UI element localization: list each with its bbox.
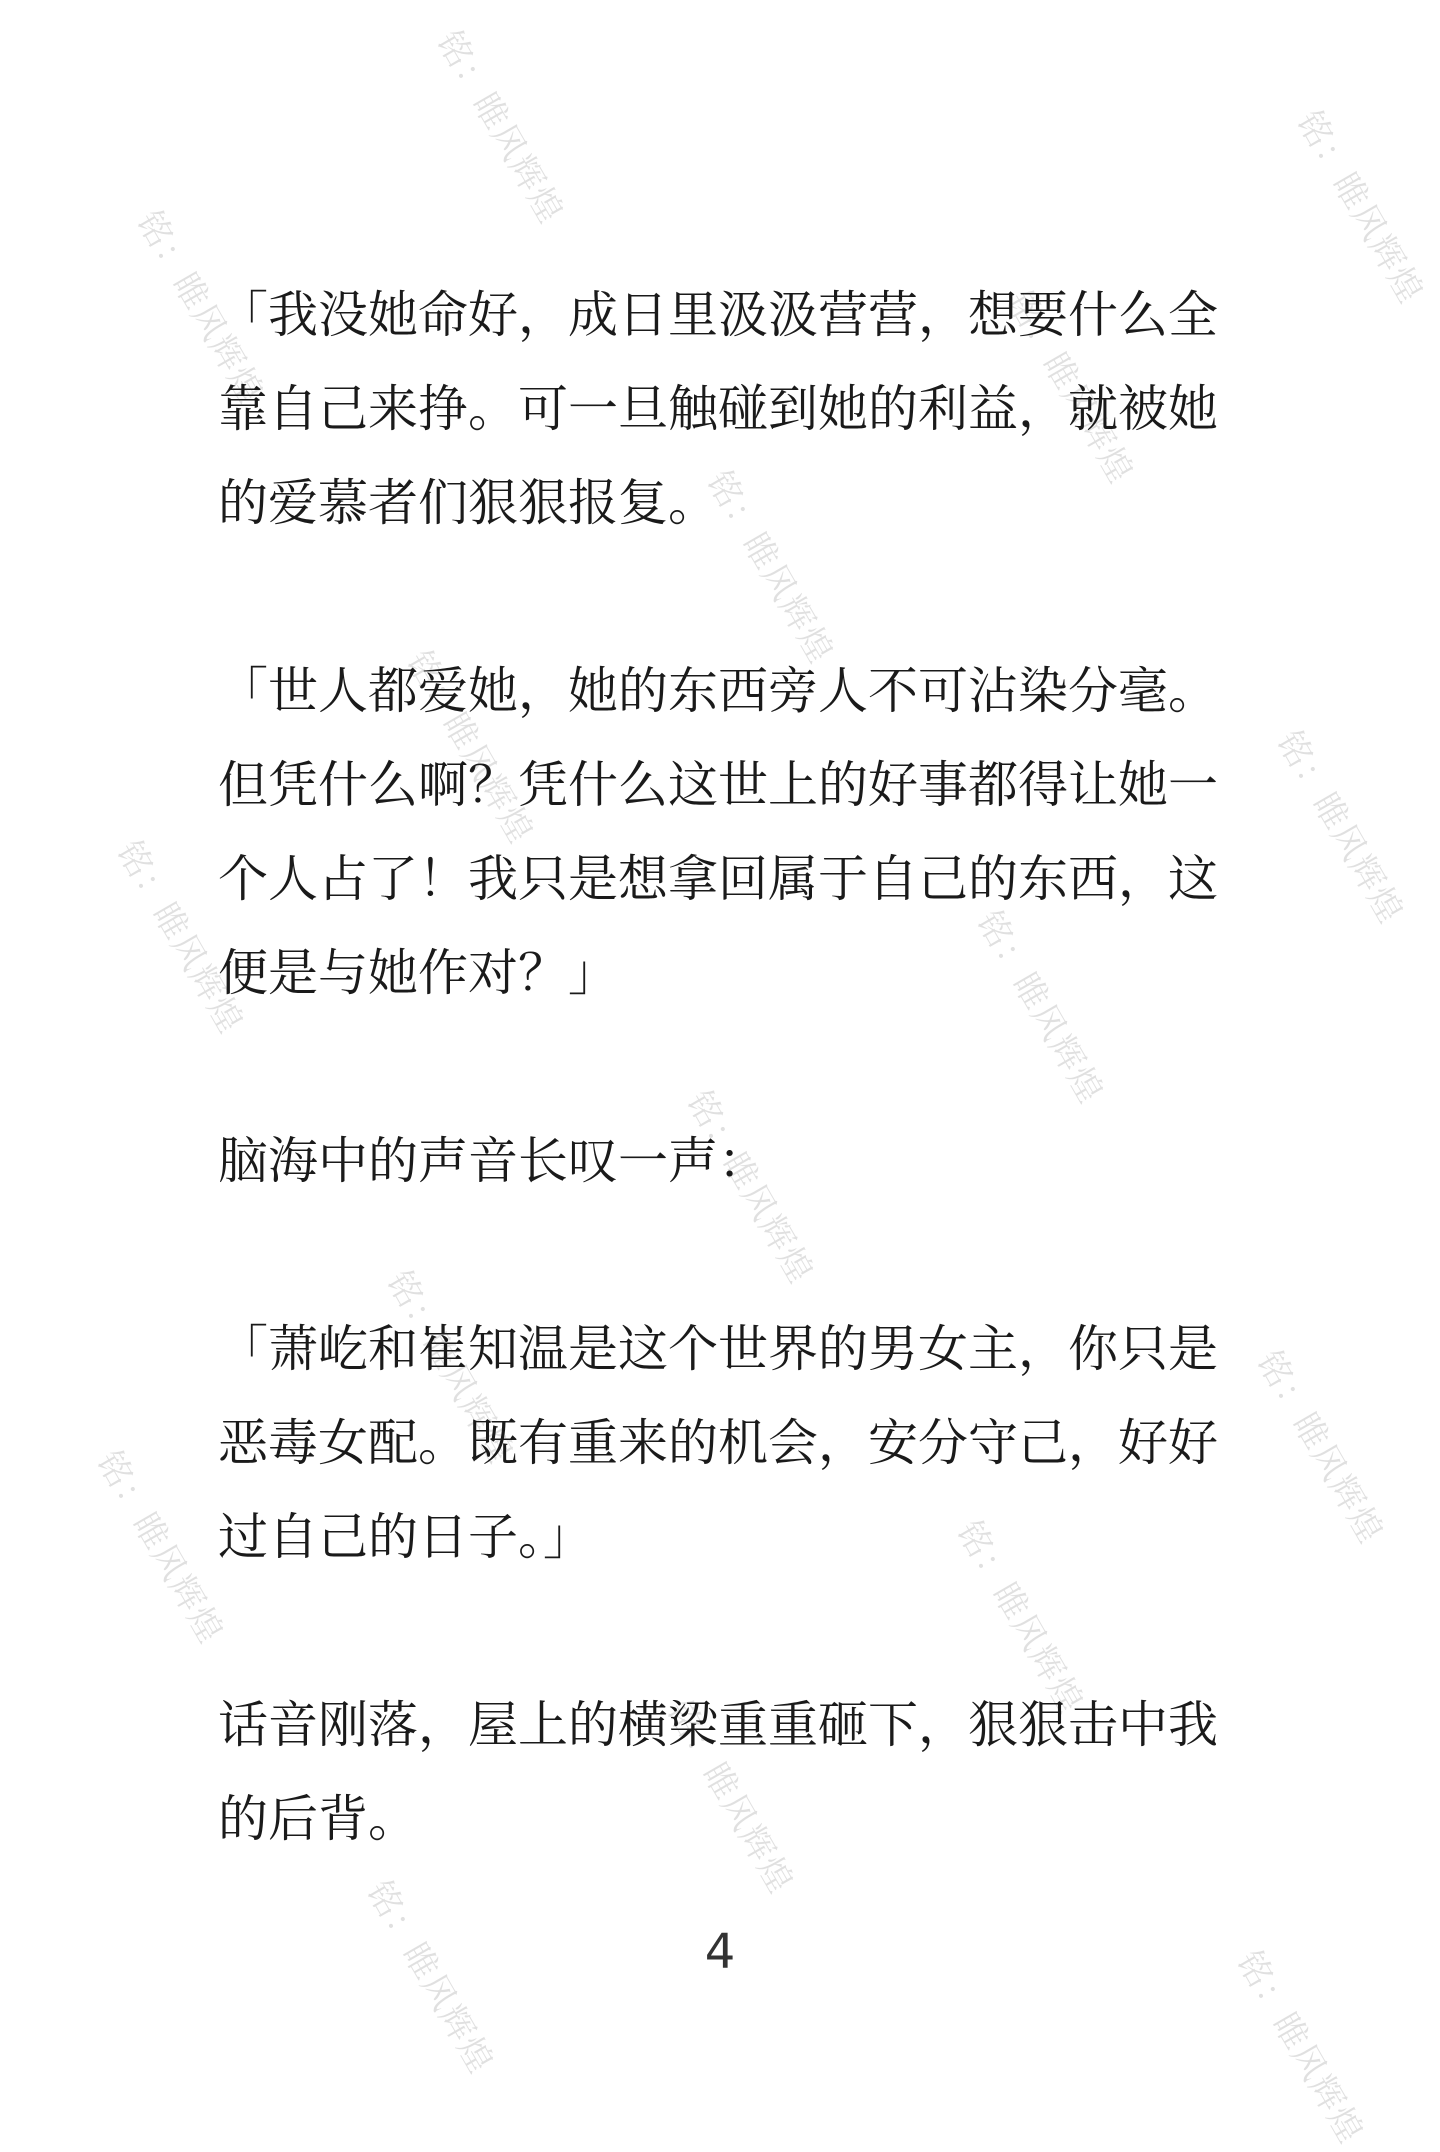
watermark: 铭：睢风辉煌 <box>658 1694 802 1902</box>
paragraph: 「萧屹和崔知温是这个世界的男女主，你只是恶毒女配。既有重来的机会，安分守己，好好过自己的日子。」 <box>218 1320 1218 1566</box>
paragraph: 脑海中的声音长叹一声： <box>218 1132 768 1190</box>
watermark: 铭：睢风辉煌 <box>108 834 252 1042</box>
paragraph: 「世人都爱她，她的东西旁人不可沾染分毫。但凭什么啊？凭什么这世上的好事都得让她一个人占了！我只是想拿回属于自己的东西，这便是与她作对？」 <box>218 662 1218 1002</box>
paragraph-gap <box>218 1584 1228 1678</box>
watermark: 铭：睢风辉煌 <box>1268 724 1412 932</box>
watermark: 铭：睢风辉煌 <box>378 1264 522 1472</box>
paragraph-gap <box>218 550 1228 644</box>
paragraph-gap <box>218 1020 1228 1114</box>
article-body <box>218 268 1228 1866</box>
watermark: 铭：睢风辉煌 <box>998 284 1142 492</box>
watermark: 铭：睢风辉煌 <box>428 24 572 232</box>
watermark: 铭：睢风辉煌 <box>698 464 842 672</box>
paragraph: 话音刚落，屋上的横梁重重砸下，狠狠击中我的后背。 <box>218 1696 1218 1848</box>
page-number: 4 <box>704 1924 736 1980</box>
watermark: 铭：睢风辉煌 <box>1248 1344 1392 1552</box>
watermark: 铭：睢风辉煌 <box>1228 1944 1372 2152</box>
paragraph-gap <box>218 1208 1228 1302</box>
watermark: 铭：睢风辉煌 <box>1288 104 1432 312</box>
watermark: 铭：睢风辉煌 <box>948 1514 1092 1722</box>
watermark: 铭：睢风辉煌 <box>968 904 1112 1112</box>
watermark: 铭：睢风辉煌 <box>128 204 272 412</box>
watermark: 铭：睢风辉煌 <box>88 1444 232 1652</box>
watermark: 铭：睢风辉煌 <box>358 1874 502 2082</box>
paragraph: 「我没她命好，成日里汲汲营营，想要什么全靠自己来挣。可一旦触碰到她的利益，就被她的爱慕者们狠狠报复。 <box>218 286 1218 532</box>
watermark: 铭：睢风辉煌 <box>398 644 542 852</box>
watermark: 铭：睢风辉煌 <box>678 1084 822 1292</box>
